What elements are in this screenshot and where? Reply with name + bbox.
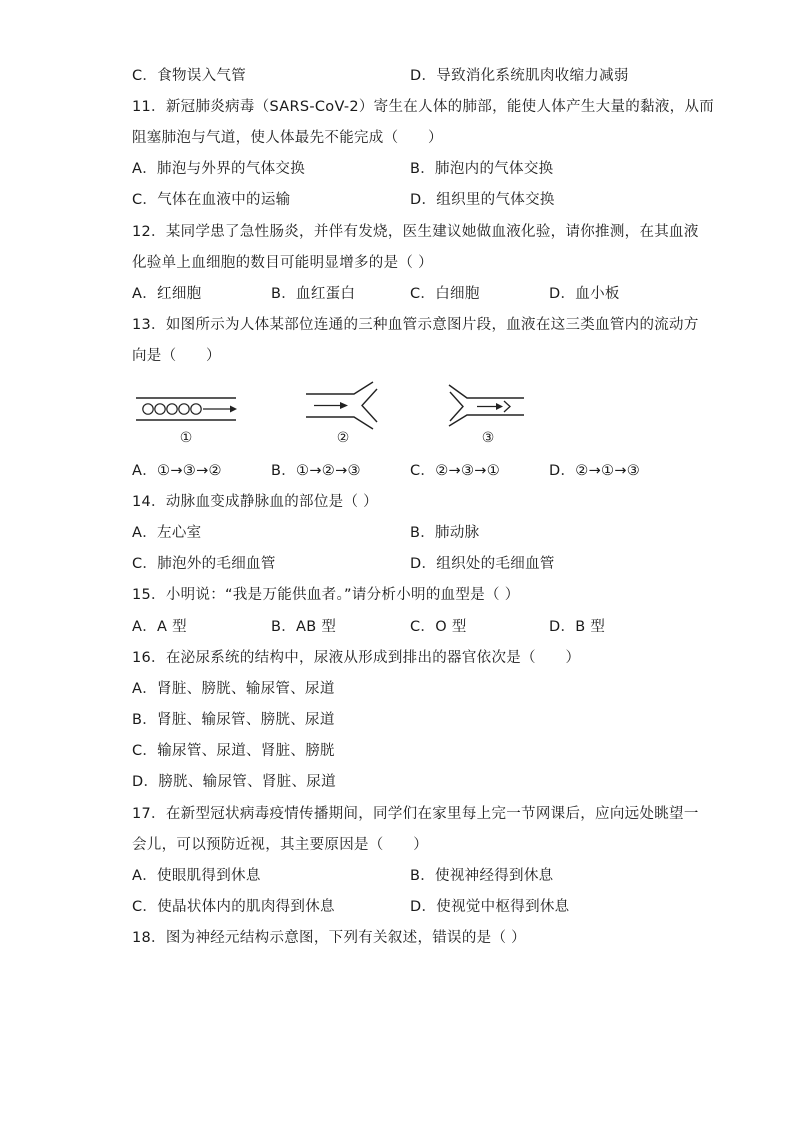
q17-stem-line1: 17．在新型冠状病毒疫情传播期间，同学们在家里每上完一节网课后，应向远处眺望一 [132,806,699,822]
q12-option-b: B．血红蛋白 [271,286,356,302]
q16-stem: 16．在泌尿系统的结构中，尿液从形成到排出的器官依次是（ ） [132,650,581,666]
q15-option-a: A．A 型 [132,619,187,635]
q15-option-c: C．O 型 [410,619,467,635]
q12-stem-line2: 化验单上血细胞的数目可能明显增多的是（ ） [132,255,433,271]
q17-option-c: C．使晶状体内的肌肉得到休息 [132,899,335,915]
q14-option-a: A．左心室 [132,525,202,541]
q13-option-d: D．②→①→③ [549,463,641,479]
q16-option-a: A．肾脏、膀胱、输尿管、尿道 [132,681,335,697]
q14-stem: 14．动脉血变成静脉血的部位是（ ） [132,494,378,510]
vessel-3-label: ③ [481,430,495,446]
q17-stem-line2: 会儿，可以预防近视，其主要原因是（ ） [132,837,428,853]
q11-stem-line1: 11．新冠肺炎病毒（SARS-CoV-2）寄生在人体的肺部，能使人体产生大量的黏液，从而 [132,99,715,115]
vessel-3-converging [449,385,524,426]
vessel-2-label: ② [336,430,350,446]
q14-option-d: D．组织处的毛细血管 [410,556,555,572]
q14-option-c: C．肺泡外的毛细血管 [132,556,276,572]
q12-option-c: C．白细胞 [410,286,480,302]
vessel-1-capillary [136,398,237,420]
q11-option-b: B．肺泡内的气体交换 [410,161,554,177]
q15-stem: 15．小明说：“我是万能供血者。”请分析小明的血型是（ ） [132,587,520,603]
q10-option-d: D．导致消化系统肌肉收缩力减弱 [410,68,629,84]
vessel-1-label: ① [179,430,193,446]
q16-option-b: B．肾脏、输尿管、膀胱、尿道 [132,712,335,728]
q17-option-a: A．使眼肌得到休息 [132,868,261,884]
q11-option-d: D．组织里的气体交换 [410,192,555,208]
q12-stem-line1: 12．某同学患了急性肠炎，并伴有发烧，医生建议她做血液化验，请你推测，在其血液 [132,224,699,240]
q14-option-b: B．肺动脉 [410,525,480,541]
q10-option-c: C．食物误入气管 [132,68,247,84]
q18-stem: 18．图为神经元结构示意图，下列有关叙述，错误的是（ ） [132,930,526,946]
q13-stem-line1: 13．如图所示为人体某部位连通的三种血管示意图片段，血液在这三类血管内的流动方 [132,317,699,333]
blood-cells [143,404,201,414]
q11-option-c: C．气体在血液中的运输 [132,192,291,208]
q13-option-b: B．①→②→③ [271,463,361,479]
q15-option-b: B．AB 型 [271,619,337,635]
q17-option-b: B．使视神经得到休息 [410,868,554,884]
q17-option-d: D．使视觉中枢得到休息 [410,899,570,915]
q15-option-d: D．B 型 [549,619,606,635]
blood-vessel-diagram [130,376,530,450]
q12-option-d: D．血小板 [549,286,620,302]
q13-option-a: A．①→③→② [132,463,222,479]
q11-option-a: A．肺泡与外界的气体交换 [132,161,306,177]
q16-option-d: D．膀胱、输尿管、肾脏、尿道 [132,774,336,790]
q12-option-a: A．红细胞 [132,286,202,302]
q11-stem-line2: 阻塞肺泡与气道，使人体最先不能完成（ ） [132,130,443,146]
q13-stem-line2: 向是（ ） [132,348,221,364]
q13-option-c: C．②→③→① [410,463,501,479]
q16-option-c: C．输尿管、尿道、肾脏、膀胱 [132,743,335,759]
